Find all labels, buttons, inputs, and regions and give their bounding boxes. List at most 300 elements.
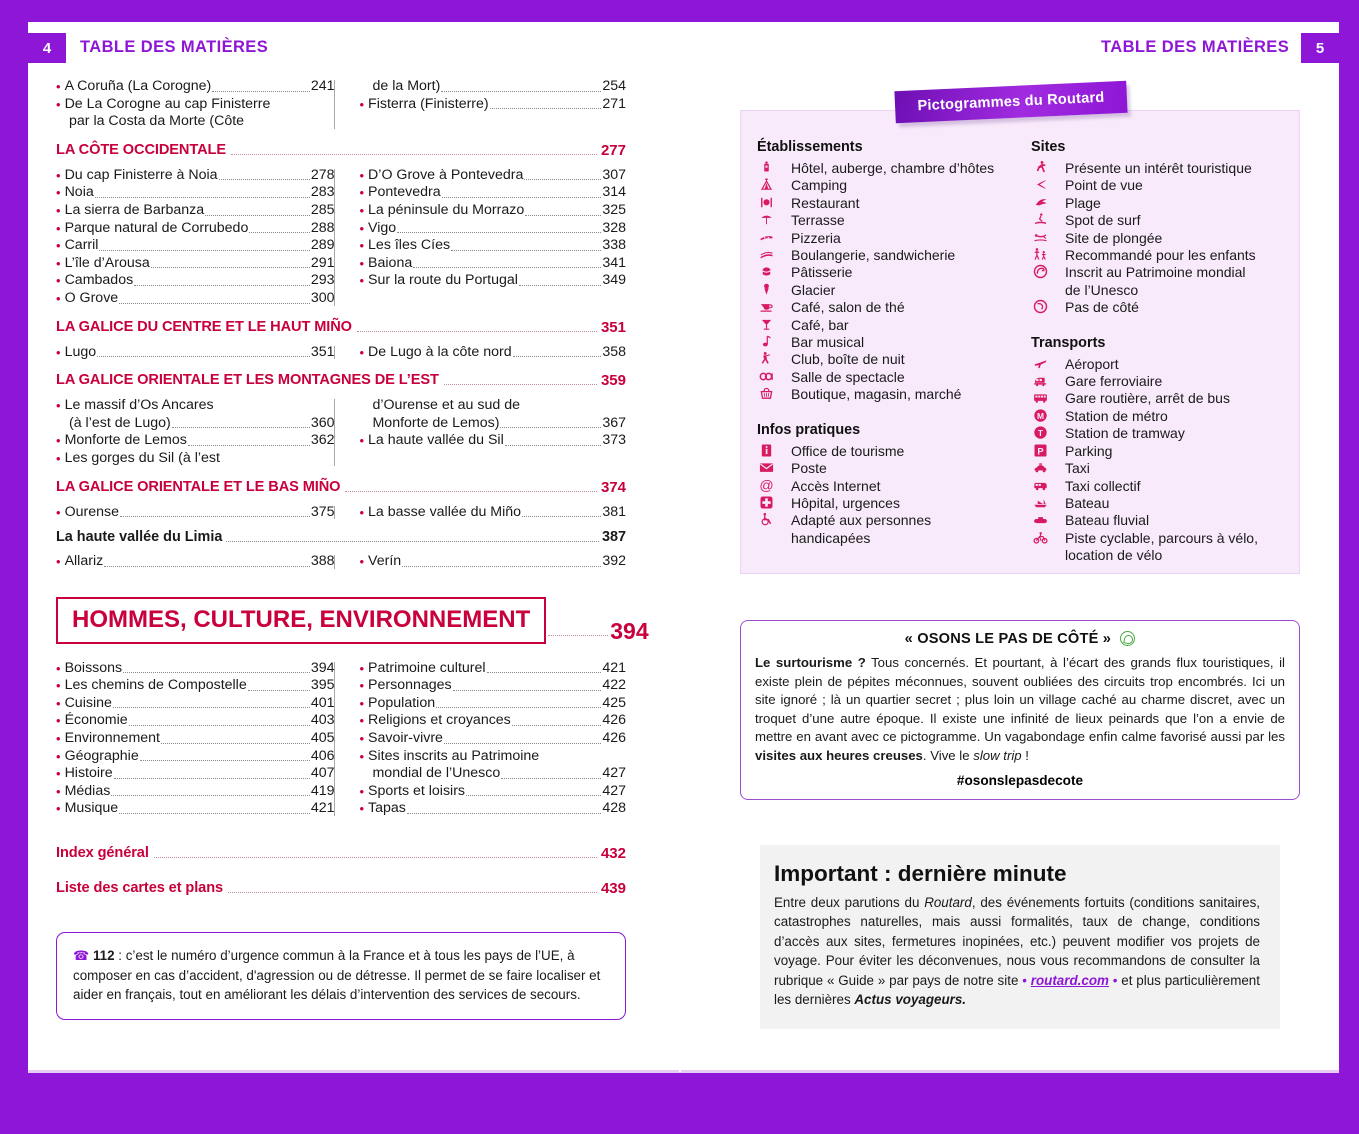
- toc-column-1: [56, 167, 334, 308]
- osons-text-1: Tous concernés. Et pourtant, à l’écart des grands flux touristiques, il existe plein de pépites méconnues, souvent oubliées des circuits trop encombrés. Ici un site ignoré ; là un quartier secret ; plus loin un village caché au charme discret, avec un troquet d’une autre époque. Il existe une infinité de lieux peinards que l’on a envie de mettre en avant avec ce pictogramme. Un vagabondage enfin calme favorisé aussi par les: [755, 655, 1285, 745]
- toc-chapter-row[interactable]: [56, 597, 649, 644]
- toc-entry-label: Personnages: [368, 677, 452, 694]
- toc-page-number: 349: [602, 272, 626, 289]
- pictogram-group-title: Sites: [1031, 139, 1066, 155]
- leader-dots: [228, 892, 597, 893]
- bullet-icon: •: [359, 238, 365, 254]
- pictogram-label: Restaurant: [791, 194, 860, 211]
- bullet-icon: •: [56, 678, 61, 694]
- toc-entry[interactable]: [56, 677, 334, 695]
- leader-dots: [140, 760, 310, 761]
- toc-column-2: [347, 397, 626, 467]
- toc-entry[interactable]: [359, 712, 626, 730]
- pictogram-row: [757, 247, 1035, 264]
- pictogram-column-left: [757, 139, 1035, 547]
- toc-entry-label: Verín: [368, 553, 402, 570]
- tourist-interest-icon: [1031, 160, 1065, 175]
- toc-entry[interactable]: [359, 344, 626, 362]
- children-icon: [1031, 247, 1065, 262]
- toc-entry[interactable]: [56, 96, 334, 114]
- toc-two-column-block: [56, 660, 626, 818]
- leader-dots: [402, 566, 601, 567]
- toc-page-number: 426: [602, 712, 626, 729]
- toc-section-title: LA GALICE ORIENTALE ET LE BAS MIÑO: [56, 478, 341, 495]
- toc-entry[interactable]: [56, 730, 334, 748]
- pictogram-row: [1031, 373, 1293, 390]
- toc-entry[interactable]: [56, 450, 334, 468]
- leader-dots: [487, 672, 602, 673]
- toc-entry[interactable]: [359, 220, 626, 238]
- pictogram-group-title: Établissements: [757, 139, 863, 155]
- pictogram-label: Terrasse: [791, 212, 845, 229]
- bullet-icon: •: [359, 273, 365, 289]
- toc-entry-label: Environnement: [64, 730, 160, 747]
- toc-entry[interactable]: [56, 220, 334, 238]
- toc-subsection-heading[interactable]: [56, 528, 626, 547]
- toc-page-number: 351: [310, 343, 335, 360]
- pictogram-row: [1031, 460, 1293, 477]
- important-last-minute-box: [760, 845, 1280, 1029]
- toc-entry-label: Pontevedra: [368, 184, 441, 201]
- bullet-icon: •: [359, 695, 365, 711]
- toc-two-column-block: [56, 78, 626, 131]
- routard-website-link[interactable]: routard.com: [1030, 972, 1109, 988]
- wheelchair-icon: [757, 512, 791, 527]
- leader-dots: [114, 778, 310, 779]
- pictogram-row: [757, 160, 1035, 177]
- pictogram-row: [1031, 530, 1293, 565]
- toc-entry-label: De Lugo à la côte nord: [368, 343, 512, 360]
- toc-page-number: 358: [602, 343, 626, 360]
- toc-entry-label: Sports et loisirs: [368, 782, 466, 799]
- bullet-icon: •: [56, 766, 61, 782]
- toc-column-2: [347, 167, 626, 308]
- toc-page-number: 341: [602, 254, 626, 271]
- osons-text-3: !: [1021, 747, 1029, 763]
- pictogram-label: Piste cyclable, parcours à vélo, location de vélo: [1065, 529, 1258, 564]
- important-actus-voyageurs: Actus voyageurs.: [854, 992, 967, 1008]
- toc-page-number: 283: [310, 184, 335, 201]
- osons-le-pas-de-cote-box: [740, 620, 1300, 800]
- bullet-icon: •: [56, 202, 61, 218]
- toc-page-number: 428: [602, 800, 626, 817]
- toc-entry[interactable]: [359, 202, 626, 220]
- at-sign-icon: [757, 478, 791, 493]
- beach-icon: [1031, 195, 1065, 210]
- pictogram-row: [757, 177, 1035, 194]
- toc-entry-label: Lugo: [64, 343, 97, 360]
- osons-body: [755, 654, 1285, 766]
- toc-column-1: [56, 397, 334, 467]
- pictograms-banner-label: Pictogrammes du Routard: [917, 89, 1105, 115]
- toc-entry[interactable]: [56, 290, 334, 308]
- pictogram-row: [1031, 299, 1293, 316]
- toc-entry[interactable]: [56, 397, 334, 415]
- toc-section-title: LA CÔTE OCCIDENTALE: [56, 141, 226, 158]
- bicycle-icon: [1031, 530, 1065, 545]
- pictogram-label-line2: location de vélo: [1065, 547, 1163, 564]
- toc-entry-continuation[interactable]: [359, 415, 626, 433]
- bullet-separator-icon: •: [1022, 972, 1031, 988]
- toc-entry-label: La sierra de Barbanza: [64, 201, 205, 218]
- page-number-right: 5: [1301, 33, 1339, 63]
- pictogram-row: [1031, 390, 1293, 407]
- dancer-icon: [757, 351, 791, 366]
- toc-entry[interactable]: [56, 800, 334, 818]
- toc-entry-continuation[interactable]: [56, 415, 334, 433]
- toc-entry-label: De La Corogne au cap Finisterre: [64, 95, 271, 112]
- pictogram-label: Site de plongée: [1065, 229, 1163, 246]
- pictogram-row: [757, 317, 1035, 334]
- bullet-icon: •: [56, 731, 61, 747]
- pizza-slice-icon: [757, 230, 791, 245]
- leader-dots: [525, 215, 601, 216]
- bullet-icon: •: [56, 290, 61, 306]
- train-station-icon: [1031, 373, 1065, 388]
- toc-entry[interactable]: [56, 167, 334, 185]
- osons-hashtag: #osonslepasdecote: [956, 772, 1084, 788]
- toc-page-number: 314: [602, 184, 626, 201]
- leader-dots: [453, 690, 602, 691]
- osons-lead: Le surtourisme ?: [755, 655, 866, 670]
- toc-entry[interactable]: [359, 730, 626, 748]
- toc-entry-label: Carril: [64, 237, 99, 254]
- toc-entry[interactable]: [56, 712, 334, 730]
- osons-title-row: [755, 631, 1285, 647]
- toc-entry-label: Monforte de Lemos): [372, 414, 500, 431]
- emergency-note-box: [56, 932, 626, 1020]
- boat-icon: [1031, 495, 1065, 510]
- toc-entry[interactable]: [56, 748, 334, 766]
- toc-subsection-title: La haute vallée du Limia: [56, 529, 223, 546]
- group-spacer: [757, 404, 1035, 422]
- important-text-1: Entre deux parutions du: [774, 895, 925, 910]
- pictogram-row: [757, 478, 1035, 495]
- leader-dots: [119, 303, 310, 304]
- page-bottom-rule: [28, 1070, 1339, 1073]
- toc-two-column-block: [56, 344, 626, 362]
- toc-entry-label: Cuisine: [64, 694, 112, 711]
- toc-entry-label: Religions et croyances: [368, 712, 511, 729]
- toc-page-number: 291: [310, 254, 335, 271]
- toc-section-heading[interactable]: [56, 478, 626, 497]
- music-note-icon: [757, 334, 791, 349]
- toc-section-heading[interactable]: [56, 371, 626, 390]
- pictogram-label: Gare ferroviaire: [1065, 373, 1163, 390]
- toc-column-1: [56, 504, 334, 522]
- toc-page-number: 392: [602, 553, 626, 570]
- toc-page-number: 338: [602, 237, 626, 254]
- toc-entry[interactable]: [359, 553, 626, 571]
- toc-entry[interactable]: [56, 553, 334, 571]
- toc-entry-label: Tapas: [368, 800, 406, 817]
- toc-section-page: 351: [600, 318, 626, 336]
- toc-chapter-title: HOMMES, CULTURE, ENVIRONNEMENT: [56, 597, 546, 644]
- toc-section-heading[interactable]: [56, 844, 626, 863]
- bullet-icon: •: [359, 713, 365, 729]
- leader-dots: [466, 795, 601, 796]
- toc-entry-label: Les îles Cíes: [368, 237, 451, 254]
- toc-two-column-block: [56, 167, 626, 308]
- bullet-icon: •: [56, 220, 61, 236]
- bullet-icon: •: [359, 220, 365, 236]
- toc-entry[interactable]: [359, 504, 626, 522]
- parking-icon: [1031, 443, 1065, 458]
- pictogram-row: [757, 212, 1035, 229]
- bullet-icon: •: [56, 713, 61, 729]
- toc-section-title: Index général: [56, 845, 149, 862]
- pictogram-label: Boutique, magasin, marché: [791, 386, 962, 403]
- toc-entry-label: Le massif d’Os Ancares: [64, 397, 214, 414]
- leader-dots: [119, 813, 310, 814]
- bullet-icon: •: [359, 678, 365, 694]
- group-spacer: [1031, 317, 1293, 335]
- pictogram-row: [1031, 356, 1293, 373]
- pictogram-label: Café, salon de thé: [791, 299, 905, 316]
- pictogram-row: [1031, 195, 1293, 212]
- toc-entry[interactable]: [56, 504, 334, 522]
- toc-subsection-page: 387: [601, 529, 626, 546]
- bullet-icon: •: [359, 801, 365, 817]
- bullet-icon: •: [359, 660, 365, 676]
- bullet-icon: •: [359, 96, 365, 112]
- cake-slice-icon: [757, 264, 791, 279]
- toc-column-1: [56, 344, 334, 362]
- leader-dots: [104, 566, 310, 567]
- osons-title: « OSONS LE PAS DE CÔTÉ »: [904, 631, 1112, 647]
- toc-entry[interactable]: [359, 748, 626, 766]
- toc-entry[interactable]: [56, 783, 334, 801]
- toc-page-number: 395: [310, 677, 335, 694]
- toc-entry-label: O Grove: [64, 289, 119, 306]
- toc-entry[interactable]: [56, 344, 334, 362]
- theatre-masks-icon: [757, 369, 791, 384]
- pictogram-row: [757, 282, 1035, 299]
- bullet-icon: •: [56, 504, 61, 520]
- pictogram-row: [757, 351, 1035, 368]
- toc-entry-continuation[interactable]: [359, 78, 626, 96]
- pictogram-label: Station de métro: [1065, 407, 1168, 424]
- bullet-icon: •: [359, 344, 365, 360]
- toc-section-page: 439: [600, 880, 626, 898]
- pictogram-row: [1031, 160, 1293, 177]
- svg-text:M: M: [1036, 410, 1045, 421]
- pictogram-label: Glacier: [791, 281, 836, 298]
- surf-icon: [1031, 212, 1065, 227]
- toc-entry[interactable]: [56, 237, 334, 255]
- toc-entry-continuation[interactable]: [56, 113, 334, 131]
- toc-entry-continuation[interactable]: [359, 765, 626, 783]
- shopping-basket-icon: [757, 386, 791, 401]
- toc-entry-label: Musique: [64, 800, 119, 817]
- toc-entry-label: Les gorges du Sil (à l’est: [64, 449, 220, 466]
- toc-page-number: 300: [310, 289, 335, 306]
- toc-page-number: 285: [310, 201, 335, 218]
- pictogram-label: Point de vue: [1065, 177, 1143, 194]
- toc-column-divider: [334, 662, 335, 816]
- hospital-cross-icon: [757, 495, 791, 510]
- leader-dots: [436, 707, 601, 708]
- header-title-right: TABLE DES MATIÈRES: [1101, 38, 1290, 56]
- leader-dots: [161, 743, 310, 744]
- svg-text:@: @: [759, 477, 774, 493]
- toc-entry[interactable]: [359, 237, 626, 255]
- toc-column-2: [347, 344, 626, 362]
- toc-entry[interactable]: [359, 255, 626, 273]
- envelope-icon: [757, 460, 791, 475]
- toc-entry[interactable]: [359, 272, 626, 290]
- toc-page-number: 421: [602, 659, 626, 676]
- toc-entry-label: D’O Grove à Pontevedra: [368, 166, 524, 183]
- leader-dots: [111, 795, 310, 796]
- tram-icon: [1031, 425, 1065, 440]
- toc-page-number: 421: [310, 800, 335, 817]
- pictogram-label: Office de tourisme: [791, 442, 905, 459]
- leader-dots: [505, 445, 602, 446]
- toc-entry[interactable]: [359, 695, 626, 713]
- toc-entry[interactable]: [56, 202, 334, 220]
- toc-entry[interactable]: [359, 660, 626, 678]
- toc-page-number: 403: [310, 712, 335, 729]
- leader-dots: [249, 232, 309, 233]
- leader-dots: [172, 427, 310, 428]
- leader-dots: [248, 690, 310, 691]
- bus-icon: [1031, 390, 1065, 405]
- pas-de-cote-icon: [1031, 299, 1065, 314]
- toc-section-heading[interactable]: [56, 141, 626, 160]
- pictogram-row: [1031, 443, 1293, 460]
- pictogram-row: [757, 299, 1035, 316]
- toc-entry[interactable]: [359, 783, 626, 801]
- pictogram-label: Accès Internet: [791, 477, 881, 494]
- important-text-3: et plus particulièrement les dernières: [774, 972, 1260, 1008]
- restaurant-cutlery-icon: [757, 195, 791, 210]
- toc-entry[interactable]: [56, 255, 334, 273]
- toc-column-divider: [334, 80, 335, 129]
- leader-dots: [97, 356, 310, 357]
- pictogram-row: [1031, 425, 1293, 442]
- toc-section-title: LA GALICE ORIENTALE ET LES MONTAGNES DE L’EST: [56, 372, 439, 389]
- toc-entry-label: La haute vallée du Sil: [368, 432, 504, 449]
- pictogram-label: Bateau fluvial: [1065, 512, 1150, 529]
- pictogram-row: [757, 230, 1035, 247]
- toc-page-number: 401: [310, 694, 335, 711]
- toc-page-number: 325: [602, 201, 626, 218]
- toc-entry-label: Histoire: [64, 765, 113, 782]
- leader-dots: [451, 250, 601, 251]
- leader-dots: [441, 91, 601, 92]
- toc-entry-label: Population: [368, 694, 436, 711]
- toc-entry-label: Cambados: [64, 272, 134, 289]
- bullet-icon: •: [56, 783, 61, 799]
- toc-entry-label: Patrimoine culturel: [368, 659, 486, 676]
- toc-entry[interactable]: [359, 167, 626, 185]
- information-icon: [757, 443, 791, 458]
- toc-two-column-block: [56, 504, 626, 522]
- toc-entry[interactable]: [56, 272, 334, 290]
- toc-section-heading[interactable]: [56, 318, 626, 337]
- toc-entry[interactable]: [359, 96, 626, 114]
- pictogram-column-right: [1031, 139, 1293, 565]
- toc-entry-label: Fisterra (Finisterre): [368, 95, 489, 112]
- toc-page-number: 328: [602, 219, 626, 236]
- pictogram-row: [1031, 247, 1293, 264]
- pictogram-label: Pizzeria: [791, 229, 841, 246]
- toc-entry-label: Du cap Finisterre à Noia: [64, 166, 218, 183]
- toc-entry-label: L’île d’Arousa: [64, 254, 150, 271]
- bullet-icon: •: [56, 79, 61, 94]
- pictogram-label: Boulangerie, sandwicherie: [791, 247, 956, 264]
- leader-dots: [512, 725, 602, 726]
- bullet-icon: •: [359, 554, 365, 570]
- pictogram-label-line2: handicapées: [791, 529, 871, 546]
- pictograms-panel: [740, 110, 1300, 574]
- leader-dots: [357, 331, 597, 332]
- toc-section-heading[interactable]: [56, 879, 626, 898]
- toc-section-page: 432: [600, 845, 626, 863]
- toc-page-number: 375: [310, 503, 335, 520]
- toc-entry[interactable]: [359, 800, 626, 818]
- pictogram-row: [1031, 478, 1293, 495]
- toc-page-number: 388: [310, 553, 335, 570]
- toc-page-number: 406: [310, 747, 335, 764]
- bullet-icon: •: [56, 748, 61, 764]
- bullet-icon: •: [359, 185, 365, 201]
- pictogram-label: Taxi collectif: [1065, 477, 1141, 494]
- toc-entry-label: Vigo: [368, 219, 397, 236]
- toc-section-page: 359: [600, 372, 626, 390]
- leader-dots: [95, 197, 310, 198]
- osons-text-2: . Vive le: [922, 747, 974, 763]
- toc-entry[interactable]: [359, 432, 626, 450]
- toc-entry[interactable]: [56, 695, 334, 713]
- bullet-icon: •: [56, 660, 61, 676]
- toc-entry[interactable]: [359, 677, 626, 695]
- toc-page-number: 426: [602, 730, 626, 747]
- toc-entry[interactable]: [359, 184, 626, 202]
- ice-cream-icon: [757, 282, 791, 297]
- toc-column-1: [56, 78, 334, 131]
- toc-entry-continuation[interactable]: [359, 397, 626, 415]
- pictogram-label-line2: de l’Unesco: [1065, 281, 1139, 298]
- toc-two-column-block: [56, 397, 626, 467]
- pictogram-label: Gare routière, arrêt de bus: [1065, 390, 1230, 407]
- leader-dots: [219, 179, 310, 180]
- leader-dots: [500, 427, 601, 428]
- pictogram-label: Pas de côté: [1065, 299, 1139, 316]
- toc-entry-label: Noia: [64, 184, 94, 201]
- bullet-icon: •: [359, 433, 365, 449]
- bullet-icon: •: [56, 238, 61, 254]
- toc-entry[interactable]: [56, 432, 334, 450]
- bullet-icon: •: [359, 731, 365, 747]
- table-of-contents: [56, 78, 649, 914]
- leader-dots: [151, 267, 310, 268]
- toc-entry-label: La basse vallée du Miño: [368, 503, 522, 520]
- bullet-icon: •: [56, 398, 61, 414]
- toc-entry[interactable]: [56, 78, 334, 96]
- cocktail-glass-icon: [757, 317, 791, 332]
- bullet-icon: •: [56, 433, 61, 449]
- pictogram-label: Plage: [1065, 194, 1101, 211]
- toc-entry[interactable]: [56, 765, 334, 783]
- leader-dots: [490, 108, 602, 109]
- important-title: Important : dernière minute: [774, 861, 1067, 886]
- toc-entry[interactable]: [56, 660, 334, 678]
- leader-dots: [205, 215, 310, 216]
- toc-entry[interactable]: [56, 184, 334, 202]
- pictogram-label: Station de tramway: [1065, 425, 1185, 442]
